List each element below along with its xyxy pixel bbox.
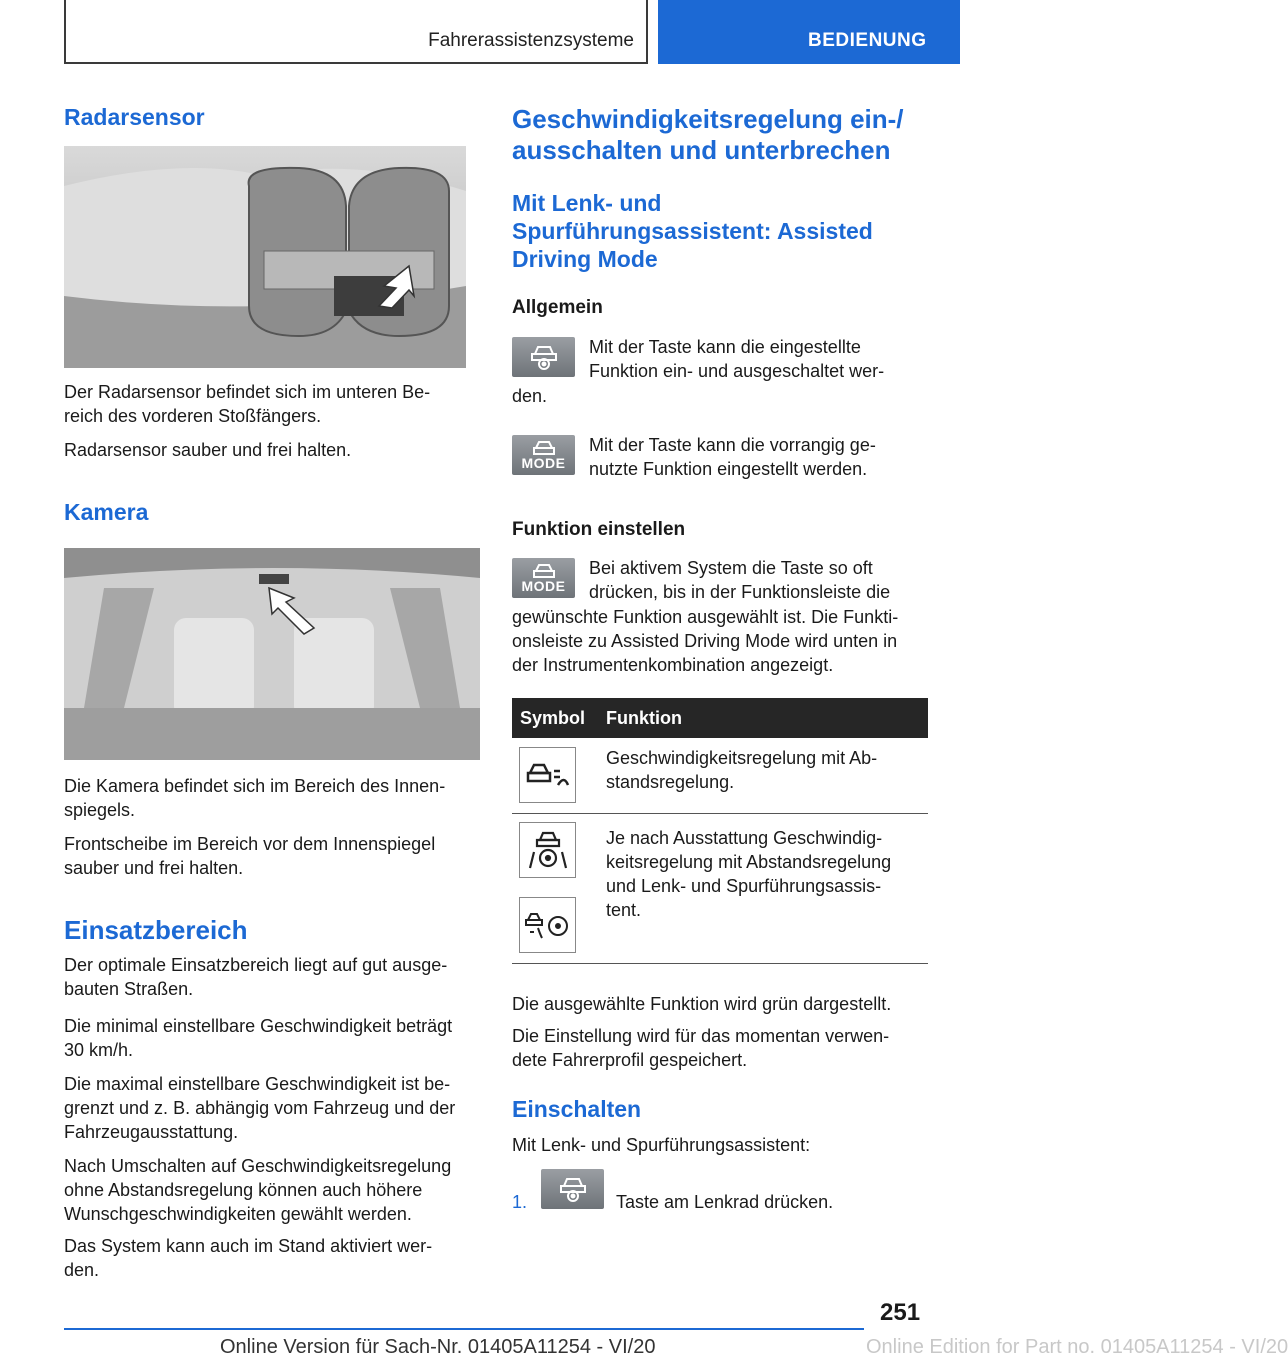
radar-heading: Radarsensor	[64, 104, 205, 130]
allgemein-heading: Allgemein	[512, 297, 603, 318]
table-row-2-text: Je nach Ausstattung Geschwindig- keitsregelung mit Abstandsregelung und Lenk- und Spurführungsassis- tent.	[606, 828, 892, 920]
footer-rule	[64, 1328, 864, 1330]
header-section-box	[64, 0, 648, 64]
table-bottom-rule	[512, 963, 928, 964]
col-symbol: Symbol	[520, 708, 586, 728]
mode-icon-label: MODE	[521, 455, 566, 471]
col-funktion: Funktion	[606, 708, 682, 728]
step-1-text: Taste am Lenkrad drücken.	[616, 1192, 834, 1212]
acc-steering-icon	[519, 897, 576, 953]
camera-image	[64, 548, 480, 760]
main-heading: Geschwindigkeitsregelung ein-/ ausschalten und unterbrechen	[512, 104, 904, 165]
mode-button-icon-2	[512, 558, 575, 598]
footer-watermark: Online Edition for Part no. 01405A11254 - VI/20	[866, 1336, 1288, 1358]
allgemein-paragraph-1-end: den.	[512, 386, 548, 406]
funktion-paragraph-b: gewünschte Funktion ausgewählt ist. Die Funkti- onsleiste zu Assisted Driving Mode wird unten in der Instrumentenkombination angezeigt.	[512, 607, 899, 675]
acc-distance-icon	[519, 747, 576, 803]
page-number: 251	[880, 1299, 921, 1326]
mode-icon-label-2: MODE	[521, 578, 566, 594]
camera-paragraph-1: Die Kamera befindet sich im Bereich des Innen- spiegels.	[64, 776, 446, 820]
einschalten-heading: Einschalten	[512, 1096, 642, 1122]
header-chapter-title: BEDIENUNG	[808, 30, 927, 51]
einsatz-paragraph-4: Nach Umschalten auf Geschwindigkeitsregelung ohne Abstandsregelung können auch höhere Wunschgeschwindigkeiten gewählt werden.	[64, 1156, 452, 1224]
mode-button-icon	[512, 435, 575, 475]
einsatz-paragraph-3: Die maximal einstellbare Geschwindigkeit ist be- grenzt und z. B. abhängig vom Fahrzeug und der Fahrzeugausstattung.	[64, 1074, 456, 1142]
footer-online-version: Online Version für Sach-Nr. 01405A11254 - VI/20	[220, 1336, 656, 1358]
table-row-1-text: Geschwindigkeitsregelung mit Ab- standsregelung.	[606, 748, 878, 792]
after-table-paragraph-1: Die ausgewählte Funktion wird grün dargestellt.	[512, 994, 892, 1014]
symbol-table-header	[512, 698, 928, 738]
einsatz-paragraph-1: Der optimale Einsatzbereich liegt auf gut ausge- bauten Straßen.	[64, 955, 448, 999]
header-chapter-tab[interactable]	[658, 0, 960, 64]
camera-paragraph-2: Frontscheibe im Bereich vor dem Innenspiegel sauber und frei halten.	[64, 834, 436, 878]
header-section-title: Fahrerassistenzsysteme	[428, 30, 634, 51]
sub-heading: Mit Lenk- und Spurführungsassistent: Assisted Driving Mode	[512, 190, 873, 272]
radar-paragraph-2: Radarsensor sauber und frei halten.	[64, 440, 352, 460]
allgemein-paragraph-1: Mit der Taste kann die eingestellte Funktion ein- und ausgeschaltet wer-	[589, 337, 885, 381]
after-table-paragraph-2: Die Einstellung wird für das momentan verwen- dete Fahrerprofil gespeichert.	[512, 1026, 890, 1070]
einschalten-paragraph: Mit Lenk- und Spurführungsassistent:	[512, 1135, 811, 1155]
funktion-einstellen-heading: Funktion einstellen	[512, 519, 686, 540]
funktion-paragraph-a: Bei aktivem System die Taste so oft drücken, bis in der Funktionsleiste die	[589, 558, 891, 602]
einsatz-heading: Einsatzbereich	[64, 915, 248, 945]
camera-heading: Kamera	[64, 499, 149, 525]
assist-button-icon	[512, 337, 575, 377]
einsatz-paragraph-5: Das System kann auch im Stand aktiviert wer- den.	[64, 1236, 433, 1280]
radar-sensor-image	[64, 146, 466, 368]
assist-button-icon-2	[541, 1169, 604, 1209]
allgemein-paragraph-2: Mit der Taste kann die vorrangig ge- nutzte Funktion eingestellt werden.	[589, 435, 876, 479]
einsatz-paragraph-2: Die minimal einstellbare Geschwindigkeit beträgt 30 km/h.	[64, 1016, 453, 1060]
lane-assist-icon	[519, 822, 576, 878]
table-divider	[512, 813, 928, 814]
step-1-number: 1.	[512, 1192, 528, 1212]
radar-paragraph-1: Der Radarsensor befindet sich im unteren Be- reich des vorderen Stoßfängers.	[64, 382, 431, 426]
